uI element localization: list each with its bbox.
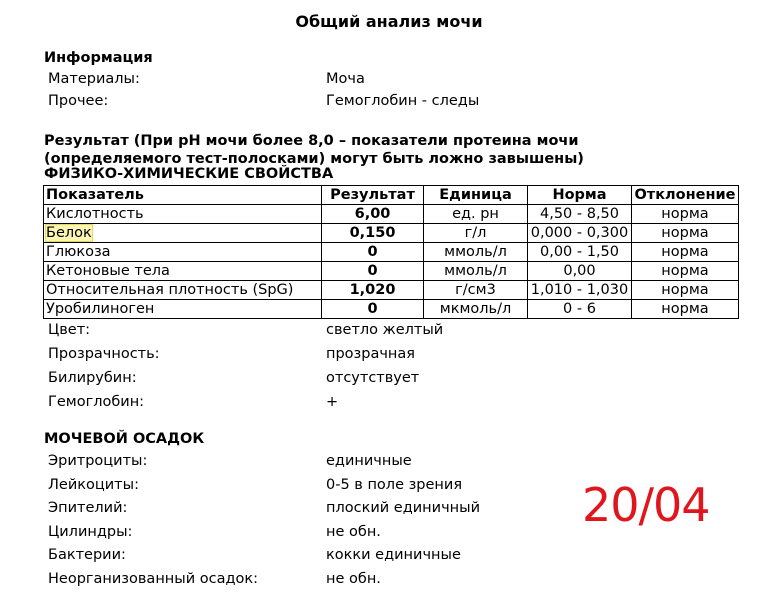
deviation-cell: норма xyxy=(632,281,739,300)
result-note xyxy=(44,132,744,168)
deviation-cell: норма xyxy=(632,224,739,243)
info-value-other: Гемоглобин - следы xyxy=(326,93,480,109)
column-header-norm: Норма xyxy=(528,186,632,205)
info-label-materials: Материалы: xyxy=(48,71,140,87)
indicator-cell: Относительная плотность (SpG) xyxy=(44,281,322,300)
handwritten-date-annotation: 20/04 xyxy=(582,478,710,532)
table-row xyxy=(44,281,739,300)
unit-cell: г/л xyxy=(424,224,528,243)
column-header-indicator: Показатель xyxy=(44,186,322,205)
result-cell: 6,00 xyxy=(322,205,424,224)
sediment-label-leukocytes: Лейкоциты: xyxy=(48,477,139,493)
info-heading: Информация xyxy=(44,50,153,66)
result-note-line-1: Результат (При pH мочи более 8,0 – показатели протеина мочи xyxy=(44,133,579,149)
prop-value-hemoglobin: + xyxy=(326,394,339,410)
indicator-cell: Кетоновые тела xyxy=(44,262,322,281)
result-cell: 0 xyxy=(322,243,424,262)
deviation-cell: норма xyxy=(632,262,739,281)
sediment-value-unorganized: не обн. xyxy=(326,571,381,587)
sediment-value-bacteria: кокки единичные xyxy=(326,547,461,563)
norm-cell: 0,00 - 1,50 xyxy=(528,243,632,262)
deviation-cell: норма xyxy=(632,205,739,224)
result-cell: 0 xyxy=(322,262,424,281)
prop-label-color: Цвет: xyxy=(48,322,91,338)
indicator-cell: Уробилиноген xyxy=(44,300,322,319)
unit-cell: ммоль/л xyxy=(424,262,528,281)
physchem-table xyxy=(43,185,739,319)
table-row xyxy=(44,224,739,243)
prop-label-hemoglobin: Гемоглобин: xyxy=(48,394,145,410)
info-label-other: Прочее: xyxy=(48,93,109,109)
table-row xyxy=(44,300,739,319)
indicator-cell: Глюкоза xyxy=(44,243,322,262)
norm-cell: 0,000 - 0,300 xyxy=(528,224,632,243)
sediment-label-casts: Цилиндры: xyxy=(48,524,133,540)
unit-cell: ед. рн xyxy=(424,205,528,224)
page-title: Общий анализ мочи xyxy=(295,12,483,31)
table-row xyxy=(44,205,739,224)
sediment-label-epithelium: Эпителий: xyxy=(48,500,128,516)
sediment-label-bacteria: Бактерии: xyxy=(48,547,126,563)
sediment-label-erythrocytes: Эритроциты: xyxy=(48,453,148,469)
result-cell: 1,020 xyxy=(322,281,424,300)
unit-cell: мкмоль/л xyxy=(424,300,528,319)
result-note-line-2: (определяемого тест-полосками) могут быть ложно завышены) xyxy=(44,151,584,167)
sediment-value-epithelium: плоский единичный xyxy=(326,500,480,516)
deviation-cell: норма xyxy=(632,300,739,319)
physchem-heading: ФИЗИКО-ХИМИЧЕСКИЕ СВОЙСТВА xyxy=(44,166,334,182)
norm-cell: 0 - 6 xyxy=(528,300,632,319)
norm-cell: 0,00 xyxy=(528,262,632,281)
info-value-materials: Моча xyxy=(326,71,365,87)
column-header-result: Результат xyxy=(322,186,424,205)
unit-cell: ммоль/л xyxy=(424,243,528,262)
sediment-heading: МОЧЕВОЙ ОСАДОК xyxy=(44,431,205,447)
result-cell: 0,150 xyxy=(322,224,424,243)
prop-value-color: светло желтый xyxy=(326,322,444,338)
norm-cell: 1,010 - 1,030 xyxy=(528,281,632,300)
table-header-row xyxy=(44,186,739,205)
highlighted-indicator: Белок xyxy=(46,225,92,241)
sediment-label-unorganized: Неорганизованный осадок: xyxy=(48,571,259,587)
norm-cell: 4,50 - 8,50 xyxy=(528,205,632,224)
column-header-deviation: Отклонение xyxy=(632,186,739,205)
table-row xyxy=(44,262,739,281)
sediment-value-casts: не обн. xyxy=(326,524,381,540)
indicator-cell: Кислотность xyxy=(44,205,322,224)
prop-label-bilirubin: Билирубин: xyxy=(48,370,137,386)
prop-value-transparency: прозрачная xyxy=(326,346,416,362)
sediment-value-leukocytes: 0-5 в поле зрения xyxy=(326,477,463,493)
prop-value-bilirubin: отсутствует xyxy=(326,370,420,386)
table-row xyxy=(44,243,739,262)
result-cell: 0 xyxy=(322,300,424,319)
sediment-value-erythrocytes: единичные xyxy=(326,453,412,469)
indicator-cell xyxy=(44,224,322,243)
deviation-cell: норма xyxy=(632,243,739,262)
column-header-unit: Единица xyxy=(424,186,528,205)
prop-label-transparency: Прозрачность: xyxy=(48,346,160,362)
unit-cell: г/см3 xyxy=(424,281,528,300)
